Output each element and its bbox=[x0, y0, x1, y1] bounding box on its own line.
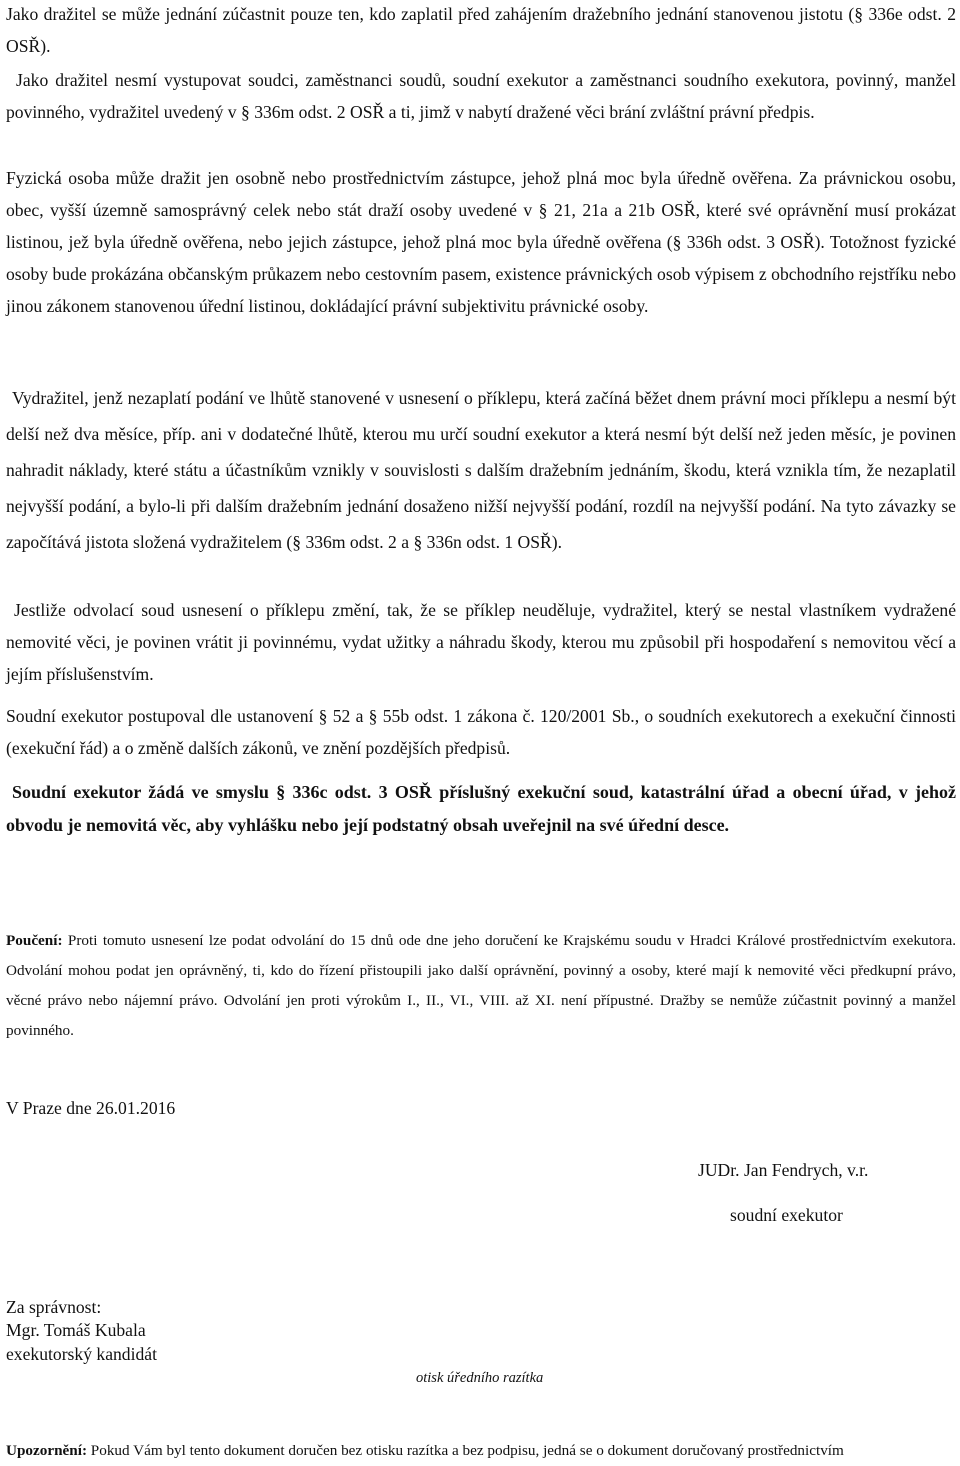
correctness-name: Mgr. Tomáš Kubala bbox=[6, 1320, 146, 1340]
signatory-role: soudní exekutor bbox=[730, 1205, 843, 1225]
place-date: V Praze dne 26.01.2016 bbox=[6, 1098, 176, 1118]
paragraph-payment-obligation: Vydražitel, jenž nezaplatí podání ve lhůtě stanovené v usnesení o příklepu, která začíná běžet dnem právní moci příklepu a nesmí být delší než dva měsíce, příp. ani v dodatečné lhůtě, kterou mu určí soudní exekutor a která nesmí být delší než jeden měsíc, je povinen nahradit náklady, které státu a účastníkům vznikly v souvislosti s dalším dražebním jednáním, škodu, která vznikla tím, že nezaplatil nejvyšší podání, a bylo-li při dalším dražebním jednání dosaženo nižší nejvyšší podání, rozdíl na nejvyšší podání. Na tyto závazky se započítává jistota složená vydražitelem (§ 336m odst. 2 a § 336n odst. 1 OSŘ). bbox=[6, 388, 956, 552]
warning-label: Upozornění: bbox=[6, 1442, 87, 1459]
instruction-paragraph bbox=[6, 926, 956, 1046]
warning-text: Pokud Vám byl tento dokument doručen bez otisku razítka a bez podpisu, jedná se o dokument doručovaný prostřednictvím bbox=[90, 1442, 844, 1459]
paragraph-publication-request: Soudní exekutor žádá ve smyslu § 336c odst. 3 OSŘ příslušný exekuční soud, katastrální úřad a obecní úřad, v jehož obvodu je nemovitá věc, aby vyhlášku nebo její podstatný obsah uveřejnil na své úřední desce. bbox=[6, 782, 956, 835]
stamp-placeholder: otisk úředního razítka bbox=[416, 1370, 544, 1386]
instruction-label: Poučení: bbox=[6, 932, 63, 949]
correctness-label: Za správnost: bbox=[6, 1297, 102, 1317]
instruction-text: Proti tomuto usnesení lze podat odvolání do 15 dnů ode dne jeho doručení ke Krajskému soudu v Hradci Králové prostřednictvím exekutora. Odvolání mohou podat jen oprávněný, ti, kdo do řízení přistoupili jako další oprávnění, povinný a osoby, které mají k nemovité věci předkupní právo, věcné právo nebo nájemní právo. Odvolání jen proti výrokům I., II., VI., VIII. až XI. není přípustné. Dražby se nemůže zúčastnit povinný a manžel povinného. bbox=[6, 932, 956, 1039]
signatory-name: JUDr. Jan Fendrych, v.r. bbox=[698, 1160, 869, 1180]
paragraph-deposit: Jako dražitel se může jednání zúčastnit pouze ten, kdo zaplatil před zahájením dražebního jednání stanovenou jistotu (§ 336e odst. 2 OSŘ). bbox=[6, 4, 956, 56]
correctness-role: exekutorský kandidát bbox=[6, 1344, 157, 1364]
paragraph-bidder-identity: Fyzická osoba může dražit jen osobně nebo prostřednictvím zástupce, jehož plná moc byla úředně ověřena. Za právnickou osobu, obec, vyšší územně samosprávný celek nebo stát draží osoby uvedené v § 21, 21a a 21b OSŘ, které své oprávnění musí prokázat listinou, jež byla úředně ověřena, nebo jejich zástupce, jehož plná moc byla úředně ověřena (§ 336h odst. 3 OSŘ). Totožnost fyzické osoby bude prokázána občanským průkazem nebo cestovním pasem, existence právnických osob výpisem z obchodního rejstříku nebo jinou zákonem stanovenou úřední listinou, dokládající právní subjektivitu právnické osoby. bbox=[6, 168, 956, 316]
paragraph-excluded-bidders: Jako dražitel nesmí vystupovat soudci, zaměstnanci soudů, soudní exekutor a zaměstnanci soudního exekutora, povinný, manžel povinného, vydražitel uvedený v § 336m odst. 2 OSŘ a ti, jimž v nabytí dražené věci brání zvláštní právní předpis. bbox=[6, 70, 956, 122]
paragraph-legal-basis: Soudní exekutor postupoval dle ustanovení § 52 a § 55b odst. 1 zákona č. 120/2001 Sb., o soudních exekutorech a exekuční činnosti (exekuční řád) a o změně dalších zákonů, ve znění pozdějších předpisů. bbox=[6, 706, 956, 758]
warning-footer bbox=[6, 1440, 960, 1462]
paragraph-appeal-change: Jestliže odvolací soud usnesení o příklepu změní, tak, že se příklep neuděluje, vydražitel, který se nestal vlastníkem vydražené nemovité věci, je povinen vrátit ji povinnému, vydat užitky a náhradu škody, kterou mu způsobil při hospodaření s nemovitou věcí a jejím příslušenstvím. bbox=[6, 600, 956, 684]
